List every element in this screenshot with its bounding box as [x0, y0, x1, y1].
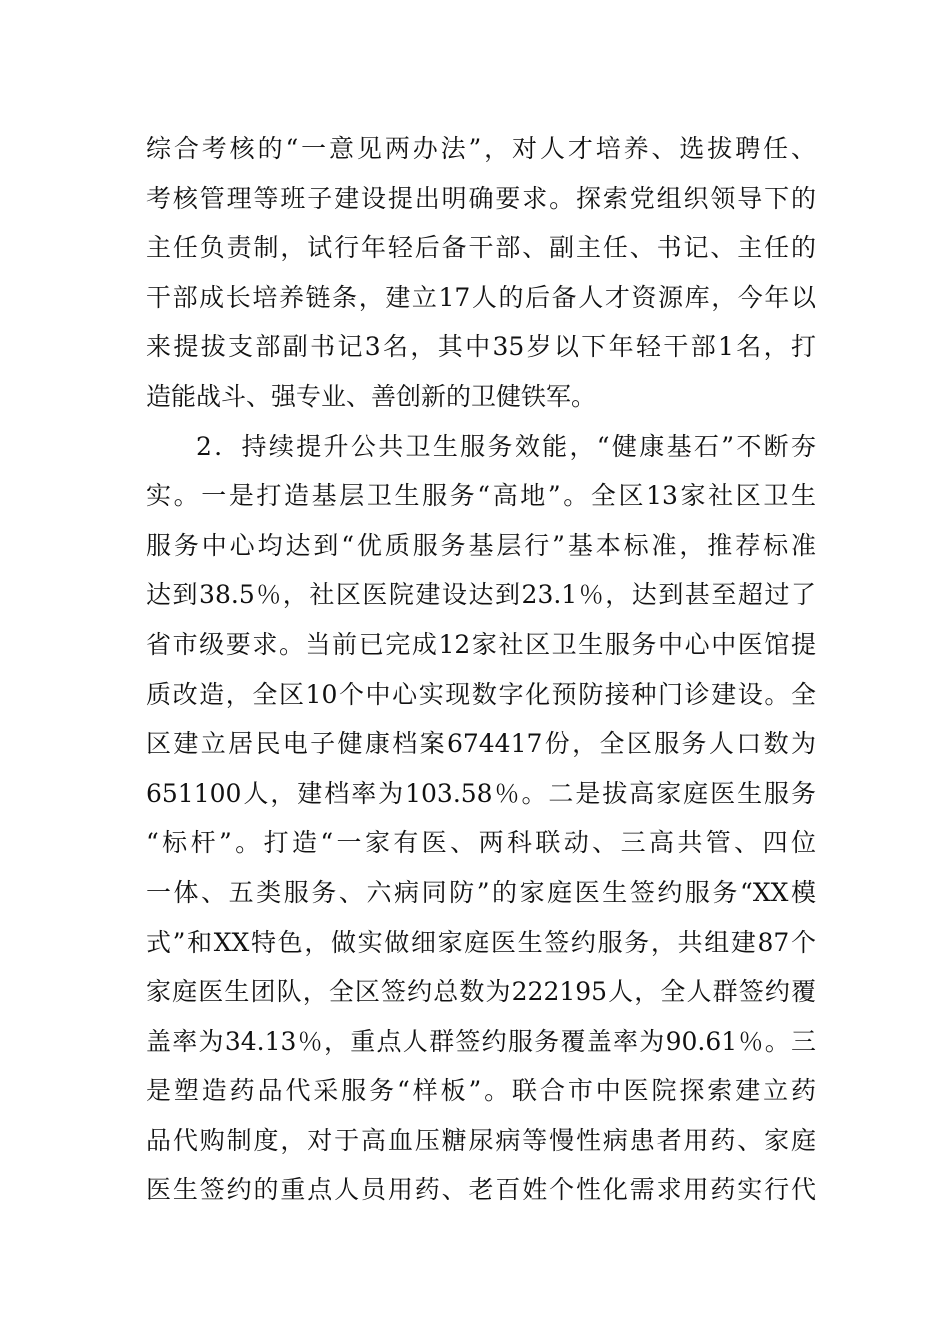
text-line: 质改造，全区10个中心实现数字化预防接种门诊建设。全	[146, 679, 816, 709]
text-line: 考核管理等班子建设提出明确要求。探索党组织领导下的	[146, 183, 816, 213]
text-line: 式”和XX特色，做实做细家庭医生签约服务，共组建87个	[146, 927, 816, 957]
text-line: “标杆”。打造“一家有医、两科联动、三高共管、四位	[146, 828, 816, 858]
text-line: 服务中心均达到“优质服务基层行”基本标准，推荐标准	[146, 530, 816, 560]
text-line: 达到38.5％，社区医院建设达到23.1％，达到甚至超过了	[146, 580, 816, 610]
text-line: 盖率为34.13％，重点人群签约服务覆盖率为90.61％。三	[146, 1026, 816, 1056]
text-line: 651100人，建档率为103.58％。二是拔高家庭医生服务	[146, 778, 816, 808]
text-line: 省市级要求。当前已完成12家社区卫生服务中心中医馆提	[146, 629, 816, 659]
text-line: 一体、五类服务、六病同防”的家庭医生签约服务“XX模	[146, 877, 816, 907]
text-line: 家庭医生团队，全区签约总数为222195人，全人群签约覆	[146, 977, 816, 1007]
text-line: 干部成长培养链条，建立17人的后备人才资源库，今年以	[146, 282, 816, 312]
text-line: 造能战斗、强专业、善创新的卫健铁军。	[146, 381, 597, 411]
text-line: 医生签约的重点人员用药、老百姓个性化需求用药实行代	[146, 1175, 816, 1205]
text-line: 主任负责制，试行年轻后备干部、副主任、书记、主任的	[146, 233, 816, 263]
section-heading-line: 2．持续提升公共卫生服务效能，“健康基石”不断夯	[196, 431, 816, 461]
text-line: 区建立居民电子健康档案674417份，全区服务人口数为	[146, 729, 816, 759]
document-body	[146, 124, 816, 1215]
text-line: 综合考核的“一意见两办法”，对人才培养、选拔聘任、	[146, 134, 816, 163]
text-line: 来提拔支部副书记3名，其中35岁以下年轻干部1名，打	[146, 332, 816, 362]
text-line: 品代购制度，对于高血压糖尿病等慢性病患者用药、家庭	[146, 1125, 816, 1155]
text-line: 是塑造药品代采服务“样板”。联合市中医院探索建立药	[146, 1076, 816, 1106]
text-line: 实。一是打造基层卫生服务“高地”。全区13家社区卫生	[146, 481, 816, 511]
